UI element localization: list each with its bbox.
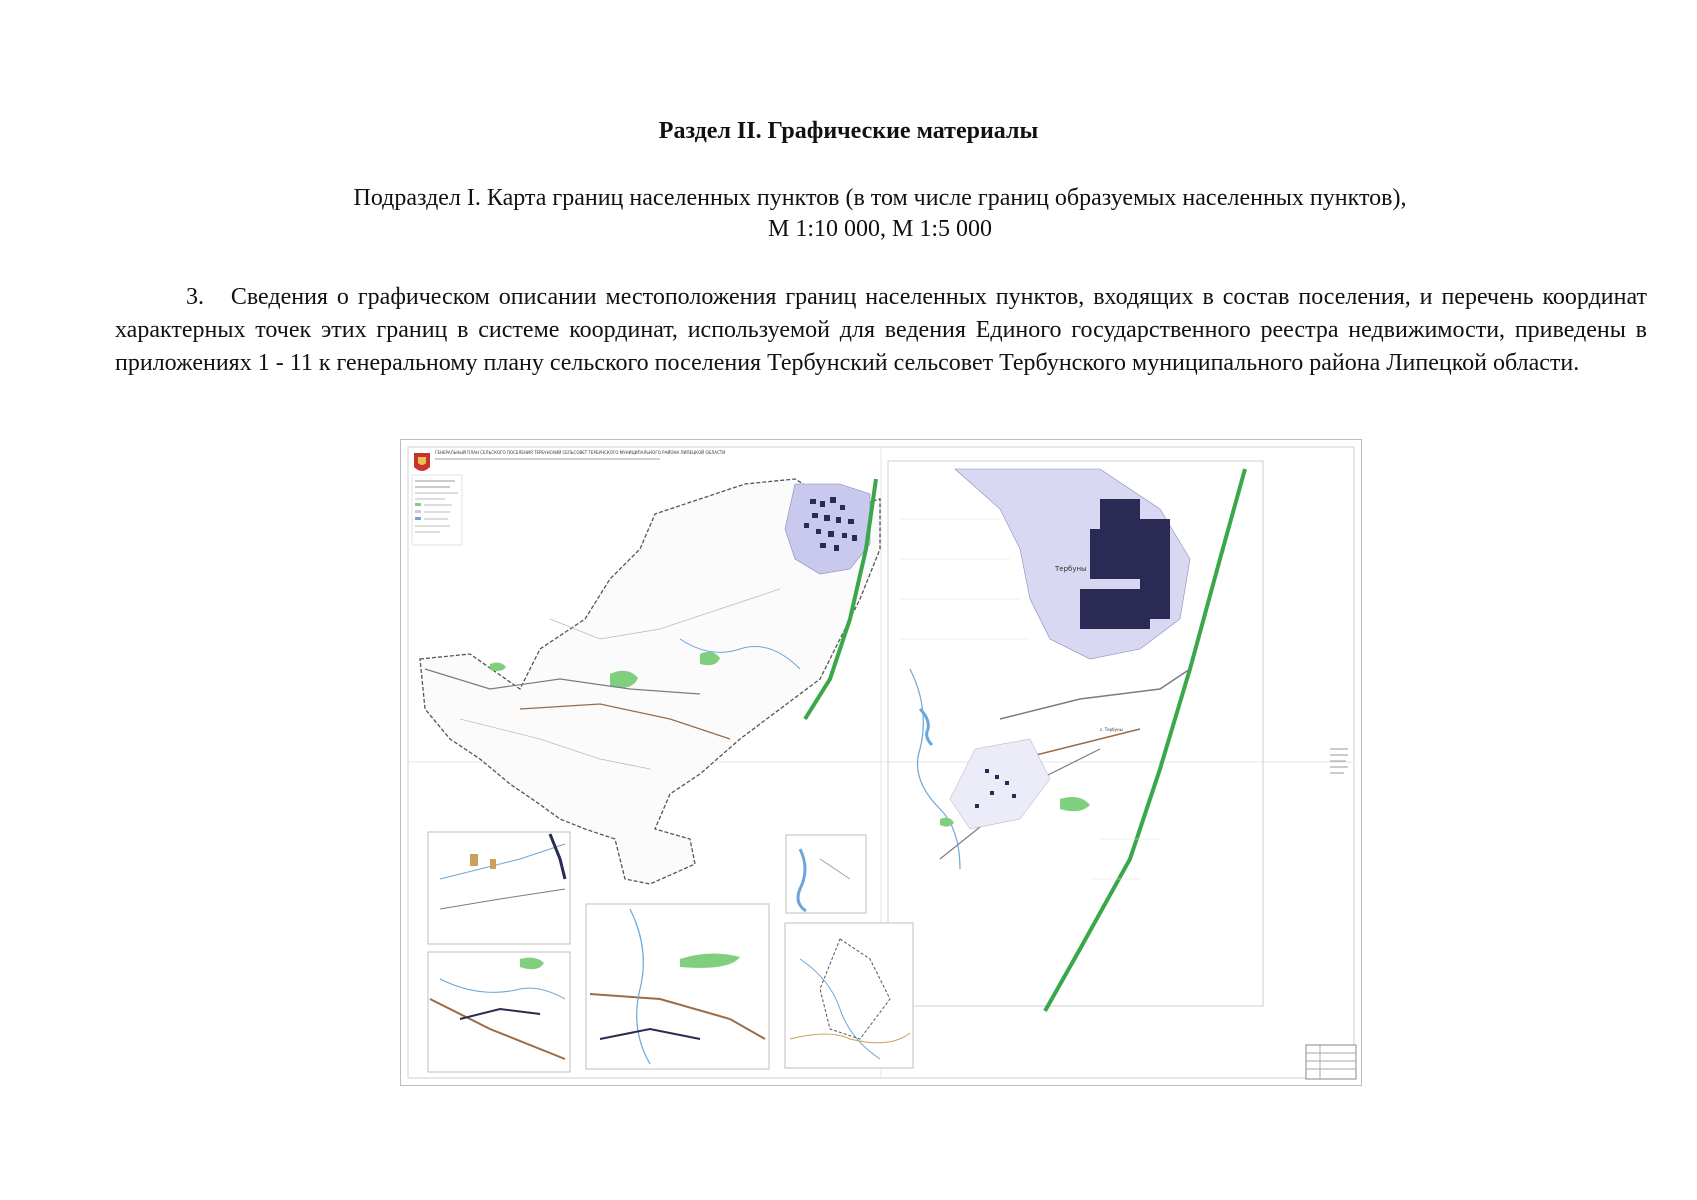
coat-of-arms-icon [414,453,430,471]
paragraph-number: 3. [186,284,204,310]
paragraph-text: Сведения о графическом описании местоположения границ населенных пунктов, входящих в состав поселения, и перечень координат характерных точек этих границ в системе координат, используемой для ведения Единого государственного реестра недвижимости, приведены в приложениях 1 - 11 к генеральному плану сельского поселения Тербунский сельсовет Тербунского муниципального района Липецкой области. [115,284,1648,376]
label-terbuny: Тербуны [1055,565,1087,573]
subsection-title [200,183,1560,245]
inset-map-2 [428,952,570,1072]
info-paragraph [115,281,1647,380]
label-s-terbuny: с. Тербуны [1100,727,1123,732]
inset-map-1 [428,832,570,944]
inset-map-5 [785,923,913,1068]
subsection-title-line2: М 1:10 000, М 1:5 000 [767,216,992,242]
map-title: ГЕНЕРАЛЬНЫЙ ПЛАН СЕЛЬСКОГО ПОСЕЛЕНИЯ ТЕРБУНСКИЙ СЕЛЬСОВЕТ ТЕРБУНСКОГО МУНИЦИПАЛЬНОГО РАЙОНА ЛИПЕЦКОЙ ОБЛАСТИ [435,450,726,455]
inset-map-4 [786,835,866,913]
section-title: Раздел II. Графические материалы [658,118,1039,144]
subsection-title-line1: Подраздел I. Карта границ населенных пунктов (в том числе границ образуемых населенных пунктов), [353,185,1407,211]
inset-map-3 [586,904,769,1069]
map-drawing [400,439,1362,1086]
map-image [400,439,1362,1086]
title-stamp [1306,1045,1356,1079]
